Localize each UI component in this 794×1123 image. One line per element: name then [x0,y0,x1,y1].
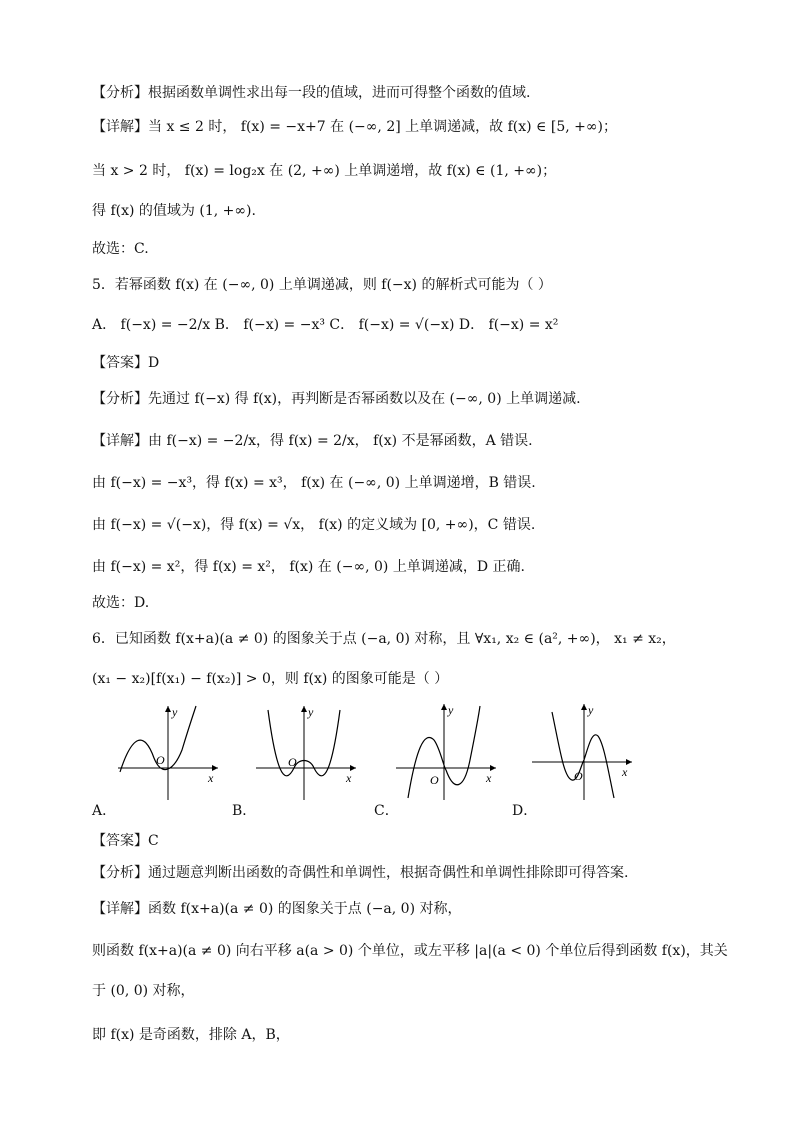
text-line-4: 得 f(x) 的值域为 (1, +∞). [92,203,256,219]
graph-a-plot [92,700,222,800]
answer-5: 【答案】D [92,355,160,371]
graph-c-plot [374,700,504,800]
graph-b-y-label: y [308,705,314,719]
graph-c-label: C． [374,803,399,819]
graph-b-plot [232,700,362,800]
detail-6-b: 则函数 f(x+a)(a ≠ 0) 向右平移 a(a > 0) 个单位，或左平移 |a|(a < 0) 个单位后得到函数 f(x)，其关 [92,943,728,959]
graph-c-x-label: x [486,771,492,785]
graph-d-x-label: x [622,765,628,779]
option-graphs [92,700,692,820]
detail-5-c: 由 f(−x) = √(−x)，得 f(x) = √x， f(x) 的定义域为 [0, +∞)，C 错误. [92,517,536,533]
answer-6: 【答案】C [92,833,159,849]
question-6-b: (x₁ − x₂)[f(x₁) − f(x₂)] > 0，则 f(x) 的图象可能是（ ） [92,671,449,687]
detail-5-b: 由 f(−x) = −x³，得 f(x) = x³， f(x) 在 (−∞, 0) 上单调递增，B 错误. [92,475,536,491]
analysis-6: 【分析】通过题意判断出函数的奇偶性和单调性，根据奇偶性和单调性排除即可得答案. [92,865,629,881]
graph-d-label: D． [512,803,538,819]
graph-b [232,700,362,820]
graph-d-plot [512,700,642,800]
graph-a [92,700,222,820]
detail-5-a: 【详解】由 f(−x) = −2/x，得 f(x) = 2/x， f(x) 不是幂函数，A 错误. [92,433,533,449]
graph-b-label: B． [232,803,257,819]
options-5: A． f(−x) = −2/x B． f(−x) = −x³ C． f(−x) = √(−x) D． f(−x) = x² [92,317,559,333]
graph-d [512,700,642,820]
text-line-5: 故选：C. [92,241,149,257]
graph-a-y-label: y [172,705,178,719]
detail-6-d: 即 f(x) 是奇函数，排除 A，B， [92,1027,290,1043]
graph-b-origin: O [288,755,297,769]
text-line-3: 当 x > 2 时， f(x) = log₂x 在 (2, +∞) 上单调递增，故 f(x) ∈ (1, +∞)； [92,163,557,179]
graph-c-origin: O [430,773,439,787]
graph-a-label: A． [92,803,117,819]
detail-5-d: 由 f(−x) = x²，得 f(x) = x²， f(x) 在 (−∞, 0) 上单调递减，D 正确. [92,559,525,575]
choice-5: 故选：D. [92,595,150,611]
graph-a-x-label: x [208,771,214,785]
detail-6-c: 于 (0, 0) 对称， [92,983,195,999]
text-line-1: 【分析】根据函数单调性求出每一段的值域，进而可得整个函数的值域. [92,85,531,101]
graph-d-origin: O [574,769,583,783]
graph-c-y-label: y [448,703,454,717]
graph-b-x-label: x [346,771,352,785]
question-6: 6．已知函数 f(x+a)(a ≠ 0) 的图象关于点 (−a, 0) 对称，且 ∀x₁, x₂ ∈ (a², +∞)， x₁ ≠ x₂， [92,631,676,647]
graph-c [374,700,504,820]
detail-6-a: 【详解】函数 f(x+a)(a ≠ 0) 的图象关于点 (−a, 0) 对称， [92,901,462,917]
text-line-2: 【详解】当 x ≤ 2 时， f(x) = −x+7 在 (−∞, 2] 上单调递减，故 f(x) ∈ [5, +∞)； [92,119,617,135]
analysis-5: 【分析】先通过 f(−x) 得 f(x)，再判断是否幂函数以及在 (−∞, 0) 上单调递减. [92,391,581,407]
graph-a-origin: O [156,753,165,767]
graph-d-y-label: y [588,703,594,717]
question-5: 5．若幂函数 f(x) 在 (−∞, 0) 上单调递减，则 f(−x) 的解析式可能为（ ） [92,277,552,293]
